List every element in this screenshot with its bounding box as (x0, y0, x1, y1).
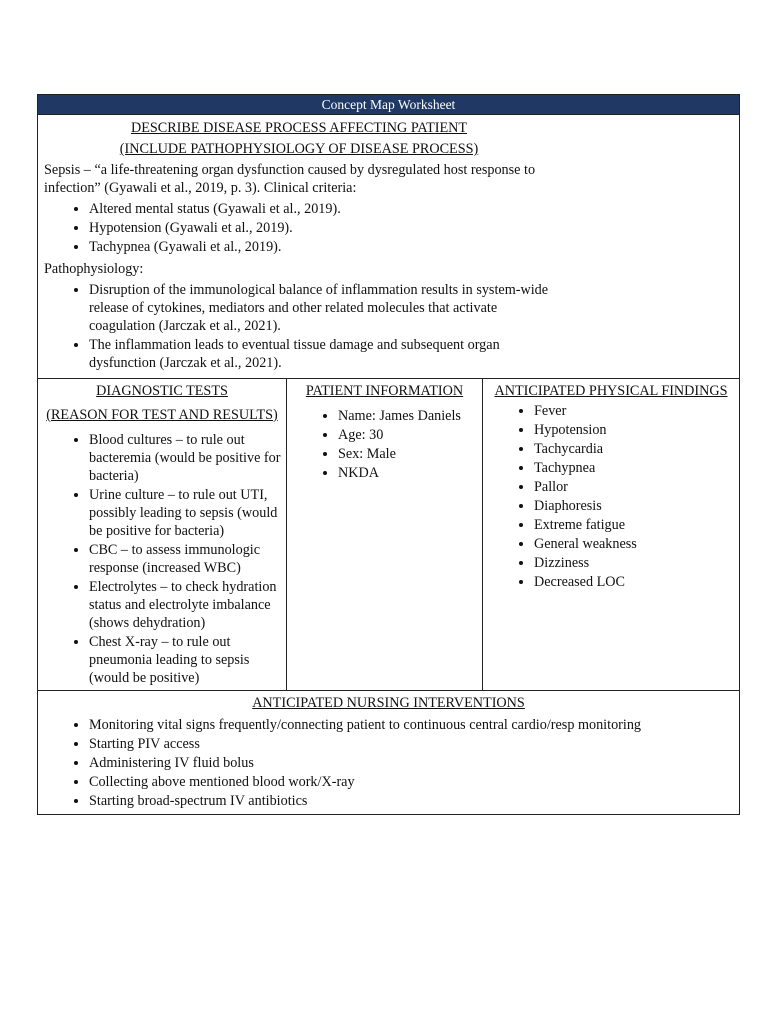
list-item: • Fever (534, 402, 735, 420)
list-item: • Tachypnea (534, 459, 735, 477)
diagnostic-tests-heading: DIAGNOSTIC TESTS (96, 383, 228, 399)
list-item: • Hypotension (Gyawali et al., 2019). (89, 219, 559, 237)
diagnostic-tests-list (42, 431, 282, 687)
patient-information-list (291, 407, 478, 482)
patient-information-column (287, 379, 483, 690)
nursing-interventions-section (38, 691, 739, 814)
list-item: • Name: James Daniels (338, 407, 478, 425)
physical-findings-heading: ANTICIPATED PHYSICAL FINDINGS (494, 383, 728, 399)
list-item: • Chest X-ray – to rule out pneumonia leading to sepsis (would be positive) (89, 633, 282, 687)
physical-findings-column (483, 379, 739, 690)
sepsis-definition: Sepsis – “a life-threatening organ dysfunction caused by dysregulated host response to infection” (Gyawali et al., 2019, p. 3). Clinical criteria: (44, 162, 536, 196)
list-item: • Extreme fatigue (534, 516, 735, 534)
list-item: • NKDA (338, 464, 478, 482)
nursing-interventions-list (44, 716, 733, 811)
list-item: • Decreased LOC (534, 573, 735, 591)
nursing-interventions-heading: ANTICIPATED NURSING INTERVENTIONS (252, 695, 525, 711)
diagnostic-tests-subheading: (REASON FOR TEST AND RESULTS) (46, 407, 278, 423)
list-item: • Sex: Male (338, 445, 478, 463)
list-item: • Age: 30 (338, 426, 478, 444)
list-item: • Diaphoresis (534, 497, 735, 515)
list-item: • Monitoring vital signs frequently/connecting patient to continuous central cardio/resp monitoring (89, 716, 733, 735)
list-item: • Altered mental status (Gyawali et al., 2019). (89, 200, 559, 218)
disease-process-section (38, 115, 739, 379)
pathophysiology-label: Pathophysiology: (44, 261, 144, 277)
list-item: • Electrolytes – to check hydration status and electrolyte imbalance (shows dehydration) (89, 578, 282, 632)
worksheet-title: Concept Map Worksheet (38, 95, 739, 115)
physical-findings-list (487, 402, 735, 591)
list-item: • Dizziness (534, 554, 735, 572)
clinical-criteria-list (44, 200, 559, 256)
list-item: • Tachycardia (534, 440, 735, 458)
concept-map-worksheet (37, 94, 740, 815)
patient-information-heading: PATIENT INFORMATION (305, 383, 464, 399)
list-item: • Starting broad-spectrum IV antibiotics (89, 792, 733, 811)
list-item: • Disruption of the immunological balance of inflammation results in system-wide release of cytokines, mediators and other related molecules that activate coagulation (Jarczak et al., 2021). (89, 281, 559, 335)
list-item: • Pallor (534, 478, 735, 496)
pathophysiology-list (44, 281, 559, 372)
diagnostic-tests-column (38, 379, 287, 690)
list-item: • Blood cultures – to rule out bacteremia (would be positive for bacteria) (89, 431, 282, 485)
list-item: • CBC – to assess immunologic response (increased WBC) (89, 541, 282, 577)
list-item: • Collecting above mentioned blood work/X-ray (89, 773, 733, 792)
disease-heading: DESCRIBE DISEASE PROCESS AFFECTING PATIENT (130, 120, 468, 136)
list-item: • Starting PIV access (89, 735, 733, 754)
list-item: • Urine culture – to rule out UTI, possibly leading to sepsis (would be positive for bacteria) (89, 486, 282, 540)
disease-subheading: (INCLUDE PATHOPHYSIOLOGY OF DISEASE PROCESS) (119, 141, 479, 157)
list-item: • General weakness (534, 535, 735, 553)
list-item: • The inflammation leads to eventual tissue damage and subsequent organ dysfunction (Jarczak et al., 2021). (89, 336, 559, 372)
three-column-row (38, 379, 739, 691)
list-item: • Administering IV fluid bolus (89, 754, 733, 773)
list-item: • Tachypnea (Gyawali et al., 2019). (89, 238, 559, 256)
list-item: • Hypotension (534, 421, 735, 439)
